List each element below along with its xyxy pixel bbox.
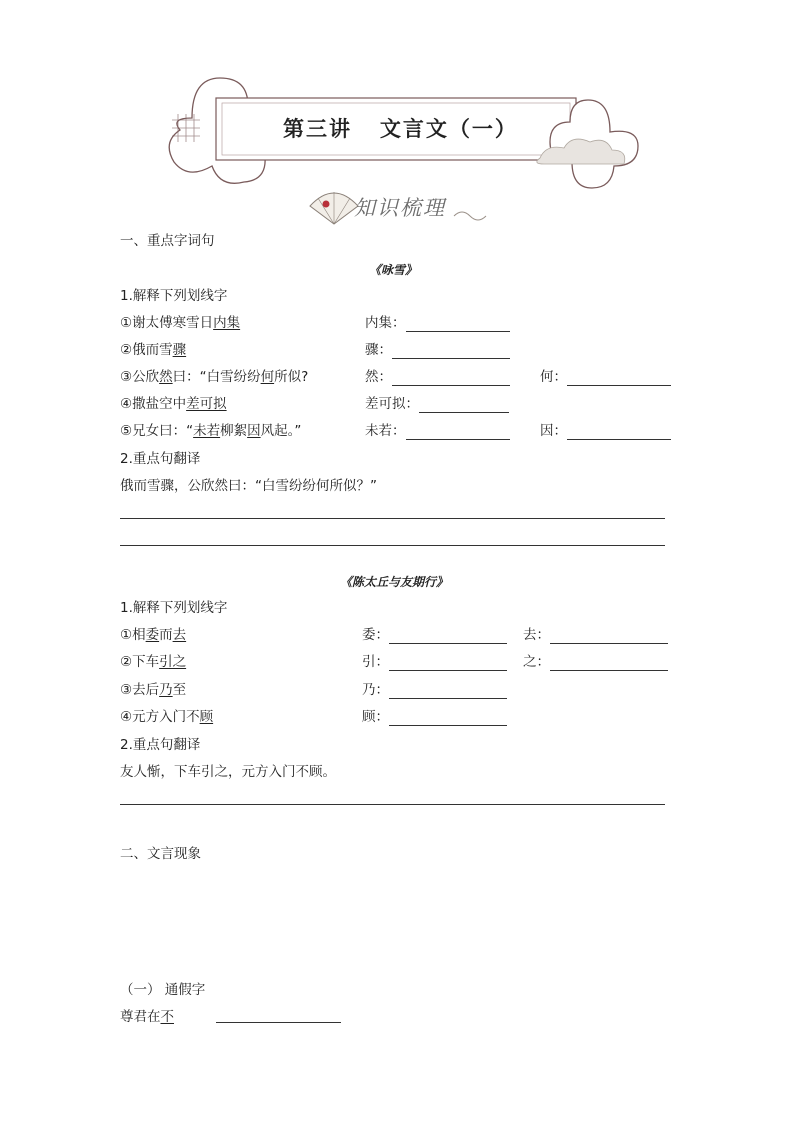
answer-label: 内集： — [365, 314, 510, 332]
question-heading: 2.重点句翻译 — [120, 737, 201, 753]
answer-blank[interactable] — [392, 344, 510, 359]
answer-blank[interactable] — [567, 371, 671, 386]
knowledge-banner — [300, 186, 500, 226]
answer-blank[interactable] — [550, 629, 668, 644]
subsection-heading: （一） 通假字 — [120, 982, 206, 998]
exercise-row: ③去后乃至 — [120, 682, 187, 698]
answer-label: 之： — [523, 653, 668, 671]
answer-label: 委： — [362, 626, 507, 644]
exercise-row: ②俄而雪骤 — [120, 342, 187, 358]
answer-blank[interactable] — [406, 425, 510, 440]
lesson-title: 《咏雪》 — [369, 263, 418, 277]
answer-label: 差可拟： — [365, 395, 509, 413]
answer-blank[interactable] — [392, 371, 510, 386]
answer-blank[interactable] — [389, 684, 507, 699]
answer-blank[interactable] — [406, 317, 510, 332]
answer-line[interactable] — [120, 518, 665, 519]
answer-label: 何： — [540, 368, 671, 386]
answer-label: 然： — [365, 368, 510, 386]
section-heading: 一、重点字词句 — [120, 233, 215, 249]
answer-line[interactable] — [120, 545, 665, 546]
exercise-row: 尊君在不 — [120, 1009, 174, 1025]
translation-sentence: 俄而雪骤，公欣然曰：“白雪纷纷何所似？” — [120, 478, 377, 494]
exercise-row: ④撒盐空中差可拟 — [120, 396, 227, 412]
answer-blank[interactable] — [567, 425, 671, 440]
answer-label: 去： — [523, 626, 668, 644]
question-heading: 1.解释下列划线字 — [120, 288, 228, 304]
exercise-row: ①谢太傅寒雪日内集 — [120, 315, 241, 331]
question-heading: 1.解释下列划线字 — [120, 600, 228, 616]
exercise-row: ①相委而去 — [120, 627, 187, 643]
answer-label: 顾： — [362, 708, 507, 726]
answer-blank[interactable] — [389, 629, 507, 644]
exercise-row: ⑤兄女曰：“未若柳絮因风起。” — [120, 423, 302, 439]
answer-blank[interactable] — [216, 1008, 341, 1023]
answer-blank[interactable] — [419, 398, 509, 413]
exercise-row: ②下车引之 — [120, 654, 187, 670]
answer-label: 因： — [540, 422, 671, 440]
answer-label: 乃： — [362, 681, 507, 699]
wave-ornament — [452, 208, 492, 222]
translation-sentence: 友人惭，下车引之，元方入门不顾。 — [120, 764, 336, 780]
answer-label: 骤： — [365, 341, 510, 359]
answer-blank[interactable] — [389, 711, 507, 726]
lesson-title: 《陈太丘与友期行》 — [340, 575, 449, 589]
answer-label: 引： — [362, 653, 507, 671]
answer-blank[interactable] — [550, 656, 668, 671]
answer-label: 未若： — [365, 422, 510, 440]
section-heading: 二、文言现象 — [120, 846, 201, 862]
exercise-row: ③公欣然曰：“白雪纷纷何所似? — [120, 369, 309, 385]
answer-blank[interactable] — [389, 656, 507, 671]
answer-line[interactable] — [120, 804, 665, 805]
page-title: 第三讲 文言文（一） — [283, 116, 518, 141]
exercise-row: ④元方入门不顾 — [120, 709, 214, 725]
knowledge-banner-label: 知识梳理 — [354, 196, 446, 220]
question-heading: 2.重点句翻译 — [120, 451, 201, 467]
